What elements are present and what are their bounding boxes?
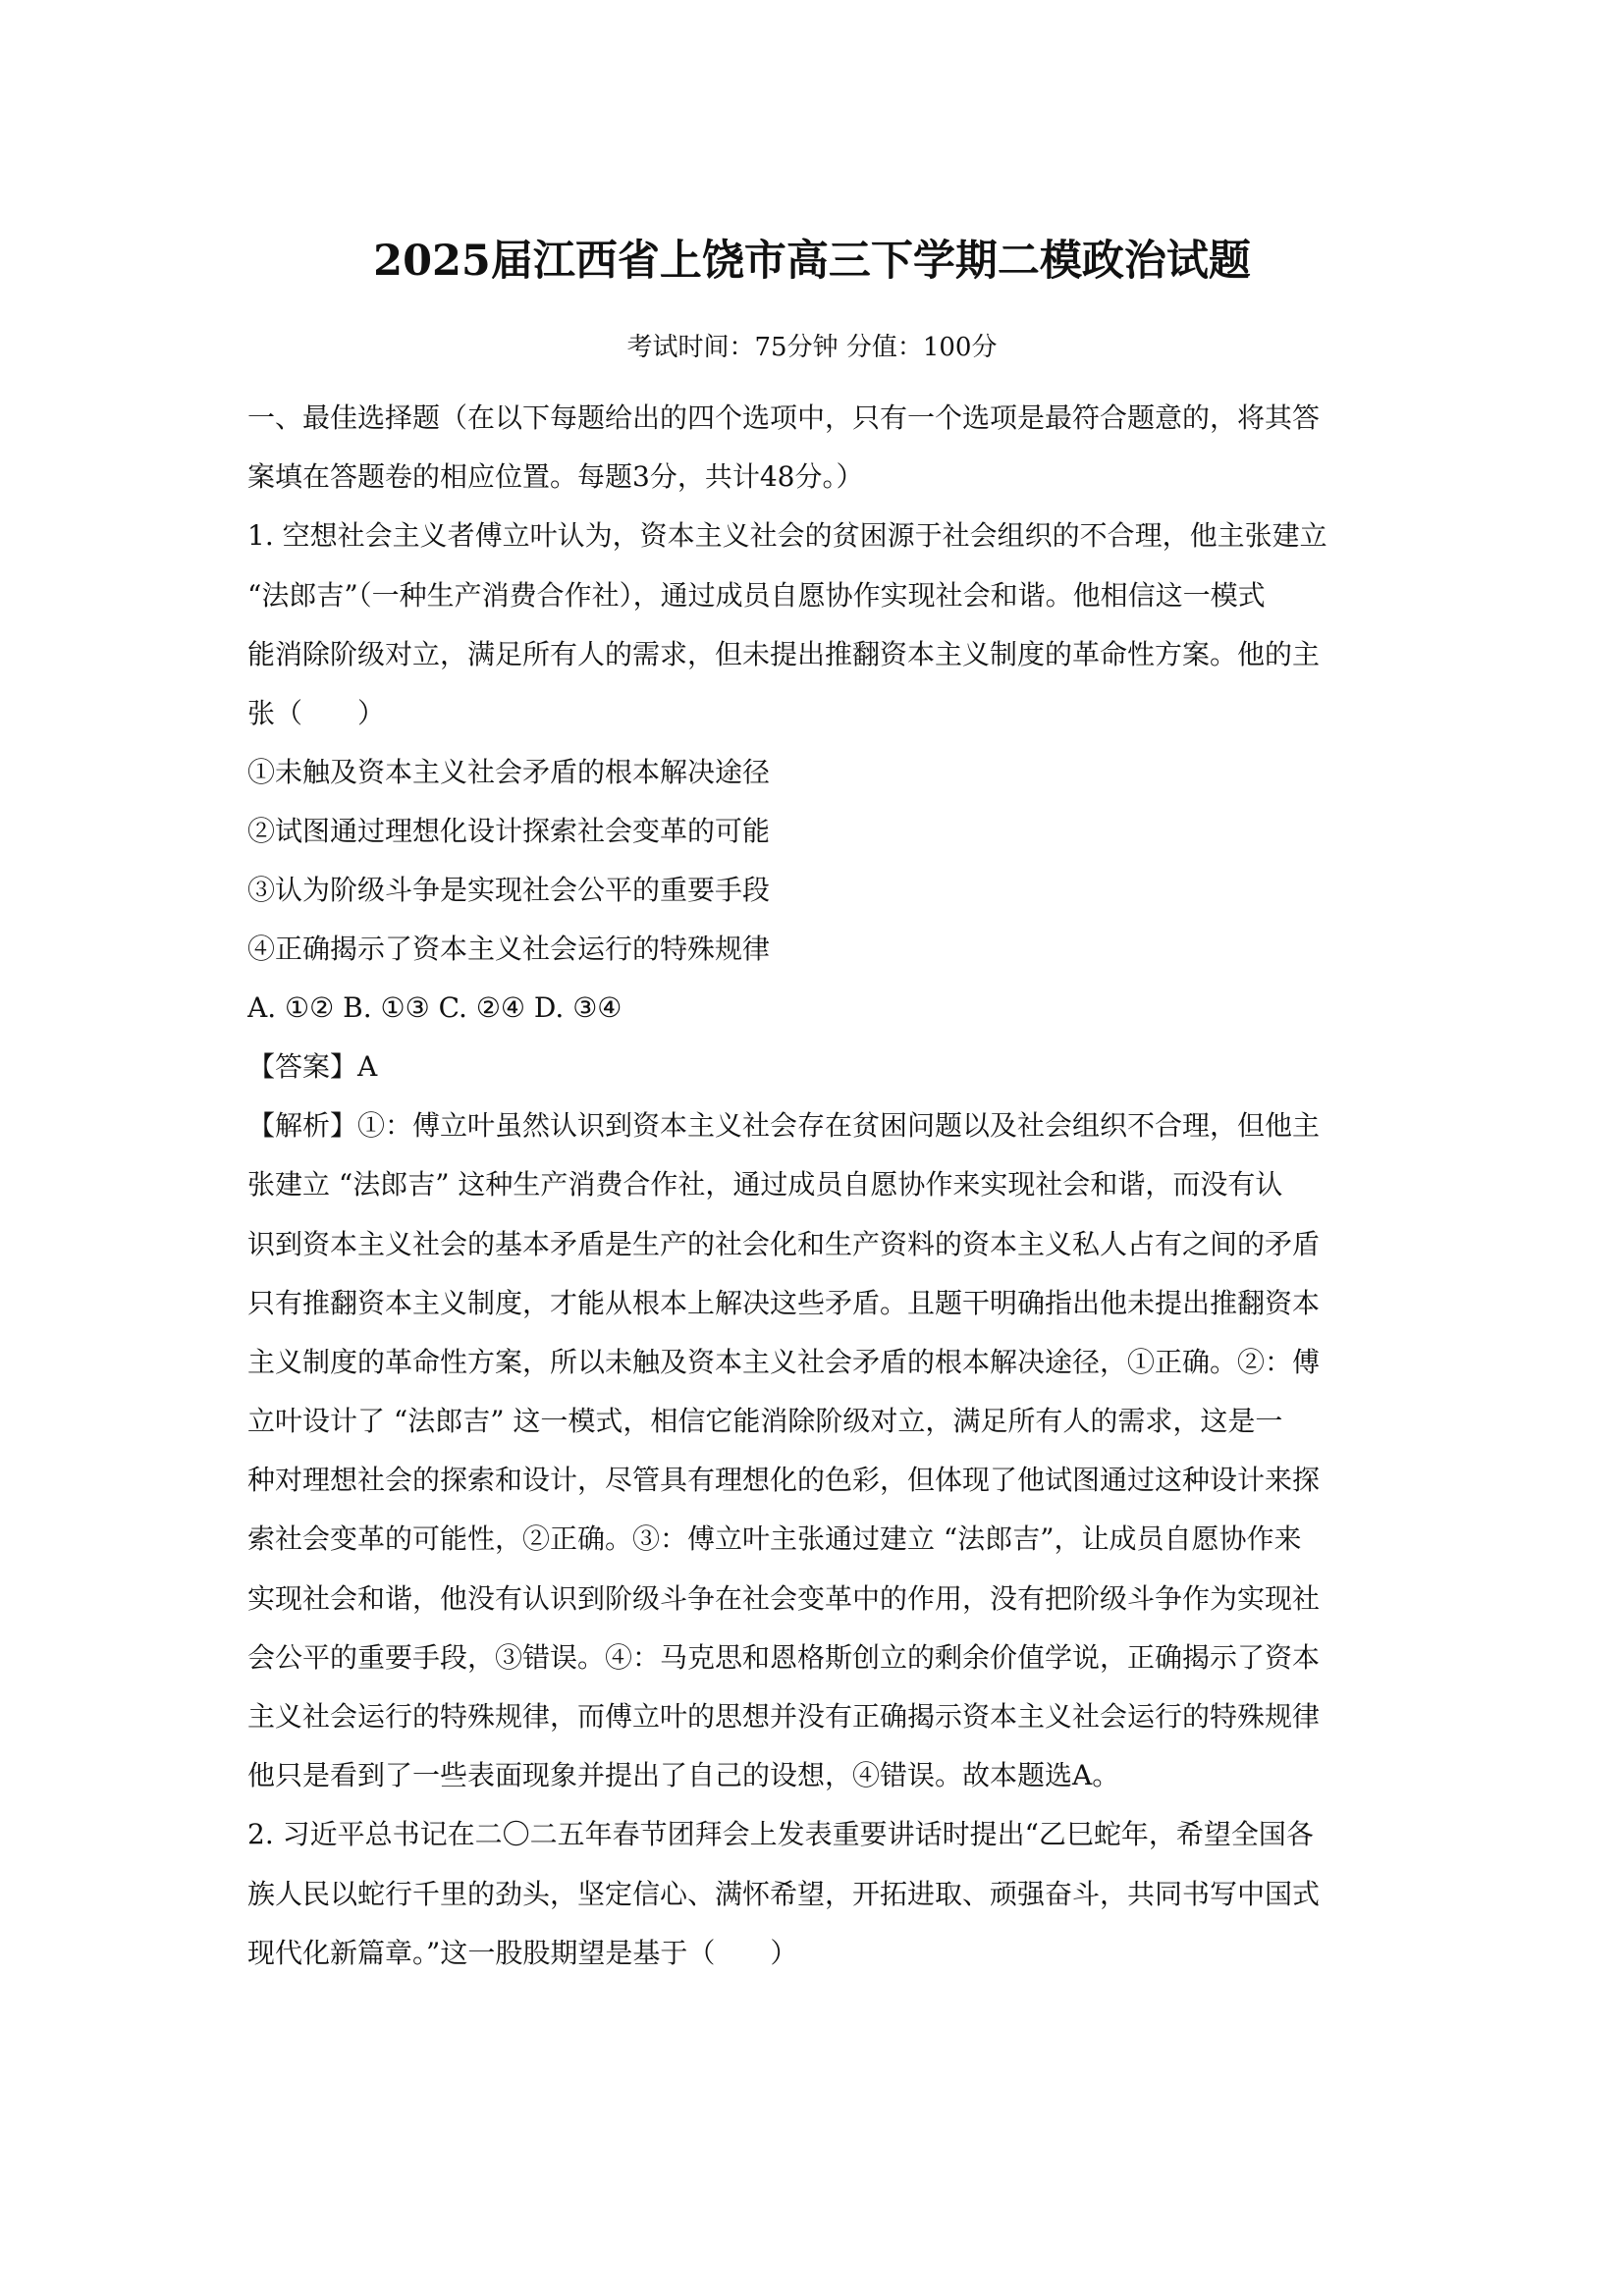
text-line: 1. 空想社会主义者傅立叶认为，资本主义社会的贫困源于社会组织的不合理，他主张建立 <box>247 519 1327 553</box>
text-line: 种对理想社会的探索和设计，尽管具有理想化的色彩，但体现了他试图通过这种设计来探 <box>247 1464 1321 1497</box>
text-line: 主义社会运行的特殊规律，而傅立叶的思想并没有正确揭示资本主义社会运行的特殊规律 <box>247 1700 1321 1733</box>
text-line: 张建立 “法郎吉” 这种生产消费合作社，通过成员自愿协作来实现社会和谐，而没有认 <box>247 1168 1283 1201</box>
document-body <box>247 389 1386 1983</box>
text-line: 识到资本主义社会的基本矛盾是生产的社会化和生产资料的资本主义私人占有之间的矛盾 <box>247 1227 1321 1260</box>
statement-list <box>247 743 1386 979</box>
section-intro <box>247 389 1386 507</box>
answer-choices: A. ①② B. ①③ C. ②④ D. ③④ <box>247 991 623 1025</box>
text-line: 主义制度的革命性方案，所以未触及资本主义社会矛盾的根本解决途径，①正确。②：傅 <box>247 1345 1321 1378</box>
text-line: 族人民以蛇行千里的劲头，坚定信心、满怀希望，开拓进取、顽强奋斗，共同书写中国式 <box>247 1877 1321 1910</box>
text-line: 能消除阶级对立，满足所有人的需求，但未提出推翻资本主义制度的革命性方案。他的主 <box>247 637 1321 670</box>
text-line: 【解析】①：傅立叶虽然认识到资本主义社会存在贫困问题以及社会组织不合理，但他主 <box>247 1109 1321 1143</box>
text-line: 索社会变革的可能性，②正确。③：傅立叶主张通过建立 “法郎吉”，让成员自愿协作来 <box>247 1522 1302 1556</box>
exam-info: 考试时间：75分钟 分值：100分 <box>626 333 998 362</box>
statement-item: ①未触及资本主义社会矛盾的根本解决途径 <box>247 756 771 789</box>
document-title: 2025届江西省上饶市高三下学期二模政治试题 <box>373 237 1251 286</box>
text-line: 一、最佳选择题（在以下每题给出的四个选项中，只有一个选项是最符合题意的，将其答 <box>247 401 1321 434</box>
text-line: 立叶设计了 “法郎吉” 这一模式，相信它能消除阶级对立，满足所有人的需求，这是一 <box>247 1405 1283 1438</box>
question-stem <box>247 507 1386 743</box>
answer-label: 【答案】A <box>247 1050 378 1084</box>
text-line: 现代化新篇章。”这一股股期望是基于（ ） <box>247 1936 798 1969</box>
text-line: 只有推翻资本主义制度，才能从根本上解决这些矛盾。且题干明确指出他未提出推翻资本 <box>247 1286 1321 1319</box>
text-line: 2. 习近平总书记在二〇二五年春节团拜会上发表重要讲话时提出“乙巳蛇年，希望全国各 <box>247 1818 1314 1851</box>
analysis <box>247 1096 1386 1805</box>
question-2 <box>247 1805 1386 1983</box>
text-line: “法郎吉”（一种生产消费合作社），通过成员自愿协作实现社会和谐。他相信这一模式 <box>247 578 1266 612</box>
text-line: 实现社会和谐，他没有认识到阶级斗争在社会变革中的作用，没有把阶级斗争作为实现社 <box>247 1581 1321 1615</box>
question-1 <box>247 507 1386 1805</box>
statement-item: ③认为阶级斗争是实现社会公平的重要手段 <box>247 874 771 907</box>
text-line: 案填在答题卷的相应位置。每题3分，共计48分。） <box>247 460 864 494</box>
statement-item: ④正确揭示了资本主义社会运行的特殊规律 <box>247 933 771 966</box>
text-line: 张（ ） <box>247 696 386 729</box>
text-line: 他只是看到了一些表面现象并提出了自己的设想，④错误。故本题选A。 <box>247 1759 1120 1792</box>
text-line: 会公平的重要手段，③错误。④：马克思和恩格斯创立的剩余价值学说，正确揭示了资本 <box>247 1640 1321 1674</box>
statement-item: ②试图通过理想化设计探索社会变革的可能 <box>247 815 771 848</box>
